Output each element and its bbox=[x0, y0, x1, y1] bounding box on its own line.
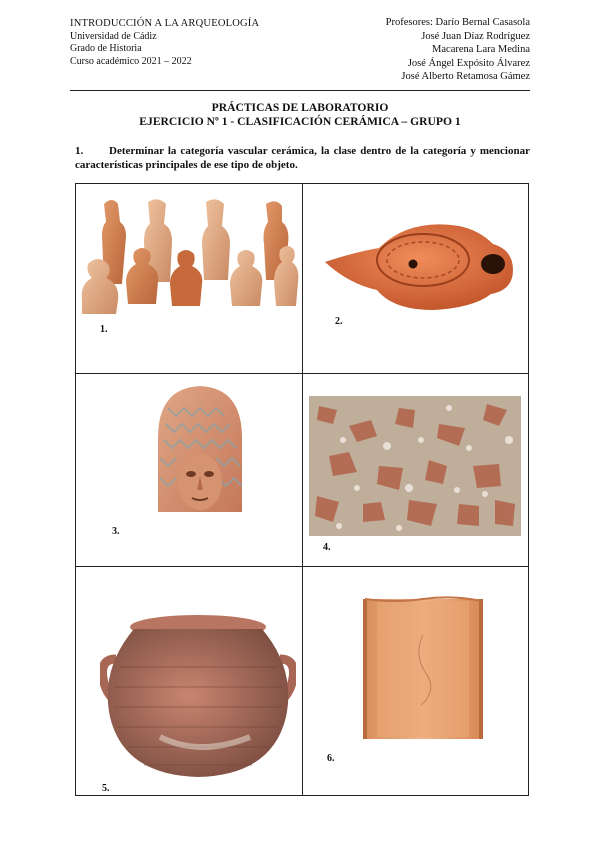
title-line-1: PRÁCTICAS DE LABORATORIO bbox=[211, 101, 389, 114]
figure-cell-6 bbox=[303, 567, 529, 796]
university: Universidad de Cádiz bbox=[70, 30, 157, 42]
page-title bbox=[70, 101, 530, 128]
figure-label: 2. bbox=[335, 316, 343, 327]
professor-line: José Alberto Retamosa Gámez bbox=[401, 71, 530, 83]
figure-label: 6. bbox=[327, 753, 335, 764]
question-number: 1. bbox=[75, 145, 84, 157]
course-info bbox=[70, 18, 259, 68]
academic-year: Curso académico 2021 – 2022 bbox=[70, 55, 192, 67]
professor-line: Macarena Lara Medina bbox=[432, 44, 530, 56]
figure-cell-5 bbox=[76, 567, 303, 796]
figure-cell-4 bbox=[303, 374, 529, 567]
professor-line: José Juan Díaz Rodríguez bbox=[421, 30, 530, 42]
professor-line: José Ángel Expósito Álvarez bbox=[407, 57, 530, 69]
figure-label: 3. bbox=[112, 526, 120, 537]
professors bbox=[386, 16, 530, 84]
question-text: Determinar la categoría vascular cerámica, la clase dentro de la categoría y mencionar características principales de ese tipo de objeto. bbox=[75, 145, 530, 171]
question bbox=[75, 144, 530, 172]
figure-label: 4. bbox=[323, 542, 331, 553]
degree: Grado de Historia bbox=[70, 43, 142, 54]
figures-table bbox=[75, 183, 529, 796]
figure-cell-1 bbox=[76, 184, 303, 374]
oil-lamp-photo bbox=[323, 214, 513, 319]
title-line-2: EJERCICIO Nº 1 - CLASIFICACIÓN CERÁMICA – GRUPO 1 bbox=[139, 114, 461, 128]
roof-tile-photo bbox=[363, 595, 483, 743]
mask-antefix-photo bbox=[152, 384, 248, 520]
cocciopesto-floor-photo bbox=[309, 396, 521, 536]
figure-cell-3 bbox=[76, 374, 303, 567]
figure-label: 5. bbox=[102, 783, 110, 794]
figure-label: 1. bbox=[100, 324, 108, 335]
course-title: INTRODUCCIÓN A LA ARQUEOLOGÍA bbox=[70, 18, 260, 29]
terracotta-figurines-photo bbox=[78, 194, 300, 319]
figure-cell-2 bbox=[303, 184, 529, 374]
header-divider bbox=[70, 90, 530, 91]
two-handled-pot-photo bbox=[100, 607, 296, 781]
professor-line: Profesores: Darío Bernal Casasola bbox=[385, 17, 530, 28]
